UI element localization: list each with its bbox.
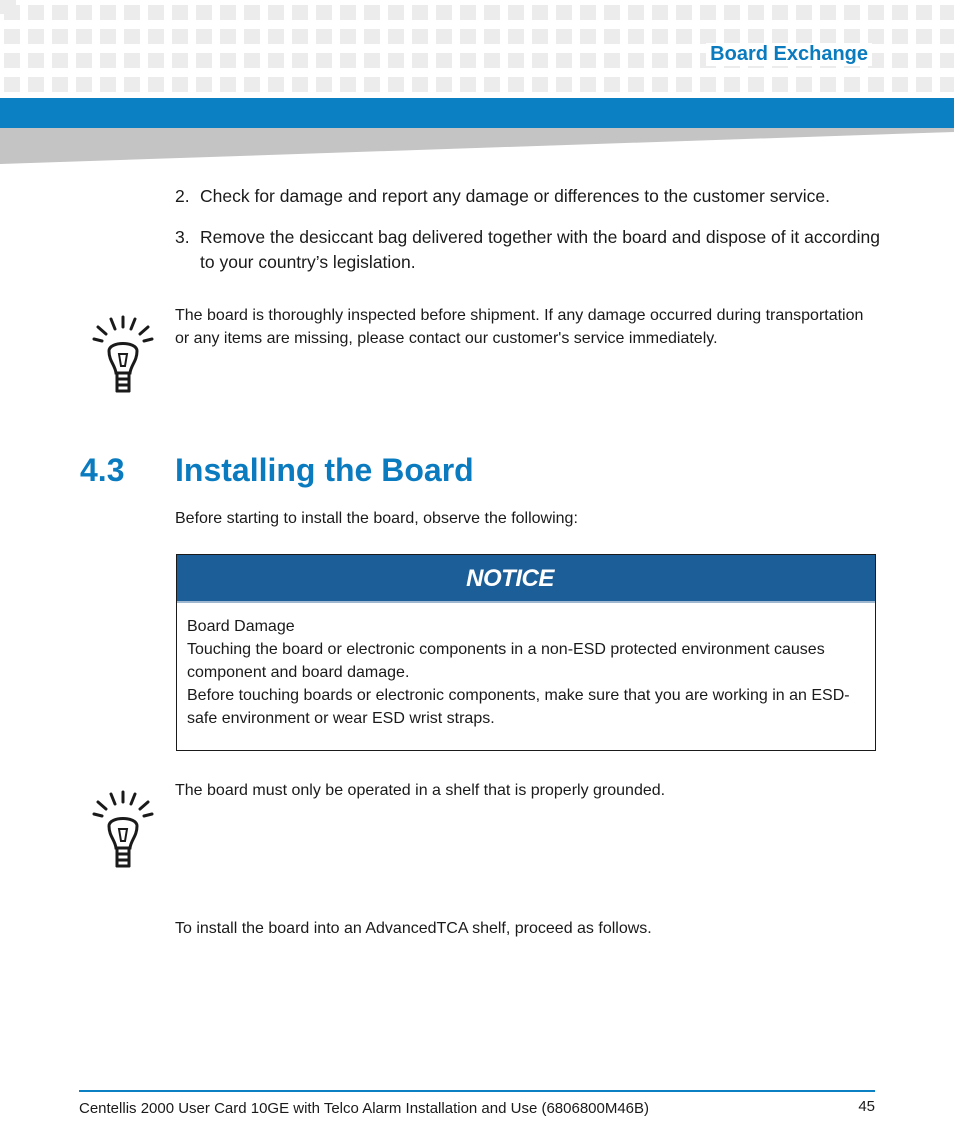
pattern-square — [436, 29, 452, 44]
pattern-square — [604, 29, 620, 44]
pattern-square — [100, 77, 116, 92]
pattern-square — [244, 53, 260, 68]
pattern-square — [484, 29, 500, 44]
pattern-square — [76, 53, 92, 68]
pattern-square — [172, 77, 188, 92]
pattern-square — [676, 77, 692, 92]
pattern-square — [52, 53, 68, 68]
pattern-square — [508, 77, 524, 92]
pattern-square — [676, 29, 692, 44]
pattern-square — [220, 53, 236, 68]
footer-doc-title: Centellis 2000 User Card 10GE with Telco Alarm Installation and Use (6806800M46B) — [79, 1100, 650, 1117]
pattern-square — [412, 29, 428, 44]
pattern-square — [124, 53, 140, 68]
pattern-square — [556, 5, 572, 20]
pattern-square — [820, 29, 836, 44]
pattern-square — [52, 77, 68, 92]
pattern-square — [868, 29, 884, 44]
pattern-square — [580, 53, 596, 68]
pattern-square — [268, 29, 284, 44]
pattern-square — [412, 77, 428, 92]
notice-line: Touching the board or electronic components in a non-ESD protected environment causes component and board damage. — [187, 641, 825, 681]
pattern-square — [700, 77, 716, 92]
pattern-square — [700, 29, 716, 44]
pattern-square — [316, 5, 332, 20]
closing-text: To install the board into an AdvancedTCA shelf, proceed as follows. — [175, 920, 652, 937]
pattern-square — [196, 5, 212, 20]
pattern-square — [628, 29, 644, 44]
pattern-square — [388, 29, 404, 44]
pattern-square — [748, 5, 764, 20]
pattern-square — [724, 77, 740, 92]
pattern-square — [148, 77, 164, 92]
note-text: The board must only be operated in a shelf that is properly grounded. — [175, 782, 666, 799]
pattern-square — [364, 53, 380, 68]
pattern-square — [52, 5, 68, 20]
pattern-square — [892, 5, 908, 20]
pattern-square — [244, 5, 260, 20]
step-text: Check for damage and report any damage or differences to the customer service. — [200, 186, 831, 206]
pattern-square — [220, 77, 236, 92]
pattern-square — [772, 5, 788, 20]
pattern-square — [460, 29, 476, 44]
step-text: Remove the desiccant bag delivered together with the board and dispose of it according to your country’s legislation. — [200, 227, 881, 272]
pattern-square — [484, 77, 500, 92]
pattern-square — [76, 5, 92, 20]
pattern-square — [436, 5, 452, 20]
lightbulb-icon — [92, 315, 154, 395]
notice-line: Before touching boards or electronic components, make sure that you are working in an ESD-safe environment or wear ESD wrist straps. — [187, 687, 850, 727]
pattern-square — [436, 53, 452, 68]
pattern-square — [748, 77, 764, 92]
pattern-square — [124, 77, 140, 92]
pattern-square — [916, 5, 932, 20]
pattern-square — [556, 77, 572, 92]
pattern-square — [412, 53, 428, 68]
pattern-square — [844, 77, 860, 92]
pattern-square — [28, 5, 44, 20]
pattern-square — [268, 5, 284, 20]
pattern-square — [628, 77, 644, 92]
pattern-square — [700, 5, 716, 20]
intro-text: Before starting to install the board, observe the following: — [175, 510, 578, 527]
pattern-square — [580, 29, 596, 44]
pattern-square — [172, 29, 188, 44]
header-blue-bar — [0, 98, 954, 128]
notice-label: NOTICE — [466, 565, 554, 592]
section-title: Installing the Board — [175, 452, 474, 488]
pattern-square — [628, 5, 644, 20]
pattern-square — [124, 29, 140, 44]
pattern-square — [28, 77, 44, 92]
notice-header — [177, 555, 875, 603]
pattern-square — [796, 5, 812, 20]
pattern-square — [388, 53, 404, 68]
pattern-square — [4, 5, 20, 20]
step-number: 2. — [175, 186, 190, 206]
pattern-square — [868, 5, 884, 20]
pattern-square — [772, 29, 788, 44]
pattern-square — [892, 53, 908, 68]
pattern-square — [388, 77, 404, 92]
pattern-square — [100, 29, 116, 44]
pattern-square — [940, 5, 954, 20]
pattern-square — [508, 53, 524, 68]
pattern-square — [820, 5, 836, 20]
pattern-square — [820, 77, 836, 92]
pattern-square — [796, 77, 812, 92]
pattern-square — [364, 5, 380, 20]
notice-box — [176, 554, 876, 751]
pattern-square — [244, 77, 260, 92]
pattern-square — [268, 53, 284, 68]
pattern-square — [580, 5, 596, 20]
pattern-square — [940, 29, 954, 44]
pattern-square — [604, 53, 620, 68]
pattern-square — [532, 53, 548, 68]
pattern-square — [28, 53, 44, 68]
pattern-square — [220, 29, 236, 44]
pattern-square — [556, 29, 572, 44]
pattern-square — [388, 5, 404, 20]
footer-rule — [79, 1090, 875, 1092]
pattern-square — [940, 53, 954, 68]
pattern-square — [556, 53, 572, 68]
pattern-square — [316, 29, 332, 44]
pattern-square — [196, 53, 212, 68]
pattern-square — [196, 29, 212, 44]
pattern-square — [652, 29, 668, 44]
pattern-square — [844, 29, 860, 44]
note-text: The board is thoroughly inspected before shipment. If any damage occurred during transportation or any items are missing, please contact our customer's service immediately. — [175, 307, 864, 347]
pattern-square — [916, 77, 932, 92]
pattern-square — [364, 77, 380, 92]
pattern-square — [916, 53, 932, 68]
pattern-square — [580, 77, 596, 92]
pattern-square — [52, 29, 68, 44]
pattern-square — [436, 77, 452, 92]
step-number: 3. — [175, 227, 190, 247]
pattern-square — [340, 53, 356, 68]
pattern-square — [196, 77, 212, 92]
pattern-square — [628, 53, 644, 68]
pattern-square — [340, 5, 356, 20]
pattern-square — [316, 53, 332, 68]
pattern-square — [100, 53, 116, 68]
pattern-square — [892, 77, 908, 92]
pattern-square — [676, 5, 692, 20]
notice-heading: Board Damage — [187, 618, 295, 635]
pattern-square — [124, 5, 140, 20]
pattern-square — [460, 77, 476, 92]
pattern-square — [532, 29, 548, 44]
pattern-square — [316, 77, 332, 92]
pattern-square — [772, 77, 788, 92]
pattern-square — [268, 77, 284, 92]
notice-body — [187, 615, 867, 730]
pattern-square — [292, 5, 308, 20]
pattern-square — [796, 29, 812, 44]
pattern-square — [4, 29, 20, 44]
pattern-square — [604, 77, 620, 92]
pattern-square — [892, 29, 908, 44]
pattern-square — [148, 5, 164, 20]
pattern-square — [292, 29, 308, 44]
pattern-square — [652, 77, 668, 92]
pattern-square — [292, 77, 308, 92]
pattern-square — [724, 5, 740, 20]
header-grey-wedge — [0, 128, 954, 164]
pattern-square — [244, 29, 260, 44]
pattern-square — [916, 29, 932, 44]
pattern-square — [292, 53, 308, 68]
pattern-square — [604, 5, 620, 20]
pattern-square — [76, 77, 92, 92]
pattern-square — [100, 5, 116, 20]
pattern-square — [484, 5, 500, 20]
pattern-square — [172, 5, 188, 20]
pattern-square — [484, 53, 500, 68]
pattern-square — [868, 77, 884, 92]
pattern-square — [28, 29, 44, 44]
pattern-square — [676, 53, 692, 68]
section-number: 4.3 — [80, 452, 125, 488]
pattern-square — [220, 5, 236, 20]
header-title: Board Exchange — [706, 43, 872, 66]
pattern-square — [724, 29, 740, 44]
pattern-square — [532, 5, 548, 20]
pattern-square — [508, 29, 524, 44]
pattern-square — [460, 5, 476, 20]
pattern-square — [148, 53, 164, 68]
pattern-square — [4, 77, 20, 92]
pattern-square — [532, 77, 548, 92]
pattern-square — [652, 53, 668, 68]
page-number: 45 — [858, 1098, 875, 1115]
pattern-square — [340, 29, 356, 44]
pattern-square — [364, 29, 380, 44]
pattern-square — [844, 5, 860, 20]
pattern-square — [508, 5, 524, 20]
pattern-square — [748, 29, 764, 44]
lightbulb-icon — [92, 790, 154, 870]
pattern-square — [652, 5, 668, 20]
pattern-square — [4, 53, 20, 68]
pattern-square — [340, 77, 356, 92]
pattern-square — [76, 29, 92, 44]
pattern-square — [172, 53, 188, 68]
pattern-square — [460, 53, 476, 68]
pattern-square — [148, 29, 164, 44]
pattern-square — [412, 5, 428, 20]
pattern-square — [940, 77, 954, 92]
